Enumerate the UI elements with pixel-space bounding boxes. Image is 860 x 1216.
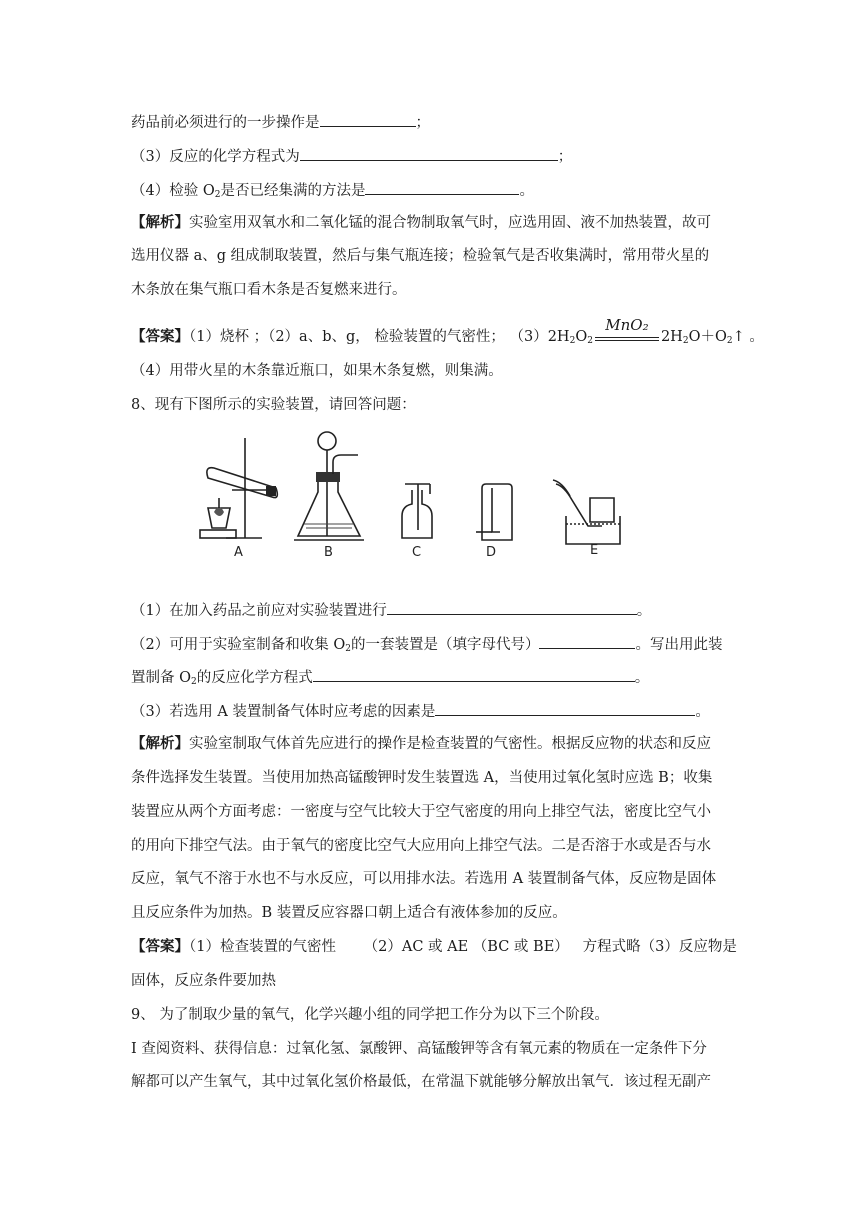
text: 8、现有下图所示的实验装置，请回答问题： (131, 397, 416, 413)
text: 的一套装置是（填字母代号） (350, 637, 540, 653)
subscript: 2 (682, 336, 689, 346)
text: （3）反应的化学方程式为 (131, 149, 300, 165)
q7-4-line (131, 179, 534, 205)
text: （1）在加入药品之前应对实验装置进行 (131, 603, 387, 619)
analysis-1-line-2 (131, 246, 709, 266)
q9-line-1 (131, 1039, 707, 1059)
text: 是否已经集满的方法是 (220, 183, 366, 199)
text: 。 (634, 670, 650, 686)
analysis-2-line-4 (131, 836, 711, 856)
subscript: 2 (345, 644, 351, 654)
q8-2-line-1 (131, 633, 722, 659)
text: 。 (636, 603, 652, 619)
text: 解都可以产生氧气，其中过氧化氢价格最低，在常温下就能够分解放出氧气．该过程无副产 (131, 1074, 711, 1090)
answer-blank[interactable] (435, 700, 695, 716)
text: （1）烧杯 ；（2）a、b、g， 检验装置的气密性； （3）2H (189, 329, 570, 345)
equal-bar (595, 337, 659, 341)
analysis-2-line-5 (131, 869, 716, 889)
answer-blank[interactable] (387, 599, 637, 615)
answer-2-line-2 (131, 971, 276, 991)
analysis-2-line-6 (131, 903, 567, 923)
text: ↑ 。 (732, 329, 764, 345)
apparatus-d-drawing (476, 484, 512, 540)
text: 木条放在集气瓶口看木条是否复燃来进行。 (131, 282, 407, 298)
apparatus-b-drawing (294, 432, 364, 540)
q8-title (131, 395, 416, 415)
text: （4）检验 O (131, 183, 215, 199)
text: 置制备 O (131, 670, 191, 686)
q7-3-line (131, 145, 572, 167)
text: 。 (695, 704, 710, 720)
text: 的反应化学方程式 (196, 670, 313, 686)
analysis-2-line-3 (131, 802, 711, 822)
answer-blank[interactable] (300, 145, 558, 161)
q8-1-line (131, 599, 651, 621)
text: 且反应条件为加热。B 装置反应容器口朝上适合有液体参加的反应。 (131, 905, 567, 921)
label-a: A (234, 545, 243, 560)
label-b: B (324, 545, 333, 560)
apparatus-c-drawing (402, 484, 432, 538)
text: 实验室制取气体首先应进行的操作是检查装置的气密性。根据反应物的状态和反应 (189, 736, 711, 752)
apparatus-e-drawing (553, 480, 620, 544)
label-e: E (590, 543, 599, 558)
text: 装置应从两个方面考虑：一密度与空气比较大于空气密度的用向上排空气法，密度比空气小 (131, 804, 711, 820)
text: （4）用带火星的木条靠近瓶口，如果木条复燃，则集满。 (131, 363, 503, 379)
q9-line-2 (131, 1072, 711, 1092)
text: （2）可用于实验室制备和收集 O (131, 637, 346, 653)
subscript: 2 (726, 336, 733, 346)
text: 条件选择发生装置。当使用加热高锰酸钾时发生装置选 A，当使用过氧化氢时应选 B；收集 (131, 770, 713, 786)
text: 固体，反应条件要加热 (131, 973, 276, 989)
analysis-heading: 【解析】 (131, 214, 189, 231)
analysis-2-line-1 (131, 734, 711, 754)
analysis-2-line-2 (131, 768, 712, 788)
q8-3-line (131, 700, 710, 722)
text: （3）若选用 A 装置制备气体时应考虑的因素是 (131, 704, 436, 720)
text: ； (415, 115, 430, 131)
catalyst-label: MnO₂ (605, 316, 649, 334)
label-d: D (486, 545, 497, 560)
answer-1-line-1 (131, 316, 764, 351)
analysis-1-line-3 (131, 280, 407, 300)
text: Ⅰ 查阅资料、获得信息：过氧化氢、氯酸钾、高锰酸钾等含有氧元素的物质在一定条件下分 (131, 1041, 707, 1057)
subscript: 2 (587, 336, 593, 346)
text: ； (557, 149, 573, 165)
apparatus-a-drawing (200, 438, 277, 538)
subscript: 2 (214, 190, 221, 200)
subscript: 2 (191, 677, 197, 687)
analysis-1-line-1 (131, 213, 711, 233)
text: O (575, 329, 588, 345)
answer-blank[interactable] (365, 179, 519, 195)
text: O＋O (688, 329, 727, 345)
label-c: C (412, 545, 422, 560)
text: 2H (660, 329, 683, 345)
text: 。 (519, 183, 534, 199)
text: 实验室用双氧水和二氧化锰的混合物制取氧气时，应选用固、液不加热装置，故可 (189, 215, 711, 231)
text: 药品前必须进行的一步操作是 (131, 115, 320, 131)
text: 的用向下排空气法。由于氧气的密度比空气大应用向上排空气法。二是否溶于水或是否与水 (131, 838, 711, 854)
answer-blank[interactable] (539, 633, 635, 649)
answer-2-line-1 (131, 937, 737, 957)
answer-1-line-2 (131, 361, 503, 381)
q8-2-line-2 (131, 666, 649, 692)
answer-blank[interactable] (313, 666, 635, 682)
subscript: 2 (569, 336, 576, 346)
text: 。写出用此装 (635, 637, 723, 653)
text: 反应，氧气不溶于水也不与水反应，可以用排水法。若选用 A 装置制备气体，反应物是固体 (131, 871, 717, 887)
answer-heading: 【答案】 (131, 938, 189, 955)
answer-heading: 【答案】 (131, 328, 189, 345)
q7-line-2 (131, 111, 430, 133)
text: （1）检查装置的气密性 （2）AC 或 AE （BC 或 BE） 方程式略（3）反应物是 (189, 939, 737, 955)
reaction-arrow (595, 316, 659, 341)
q9-title (131, 1005, 609, 1025)
analysis-heading: 【解析】 (131, 735, 189, 752)
text: 9、 为了制取少量的氧气，化学兴趣小组的同学把工作分为以下三个阶段。 (131, 1007, 609, 1023)
answer-blank[interactable] (320, 111, 416, 127)
text: 选用仪器 a、g 组成制取装置，然后与集气瓶连接；检验氧气是否收集满时，常用带火星的 (131, 248, 710, 264)
